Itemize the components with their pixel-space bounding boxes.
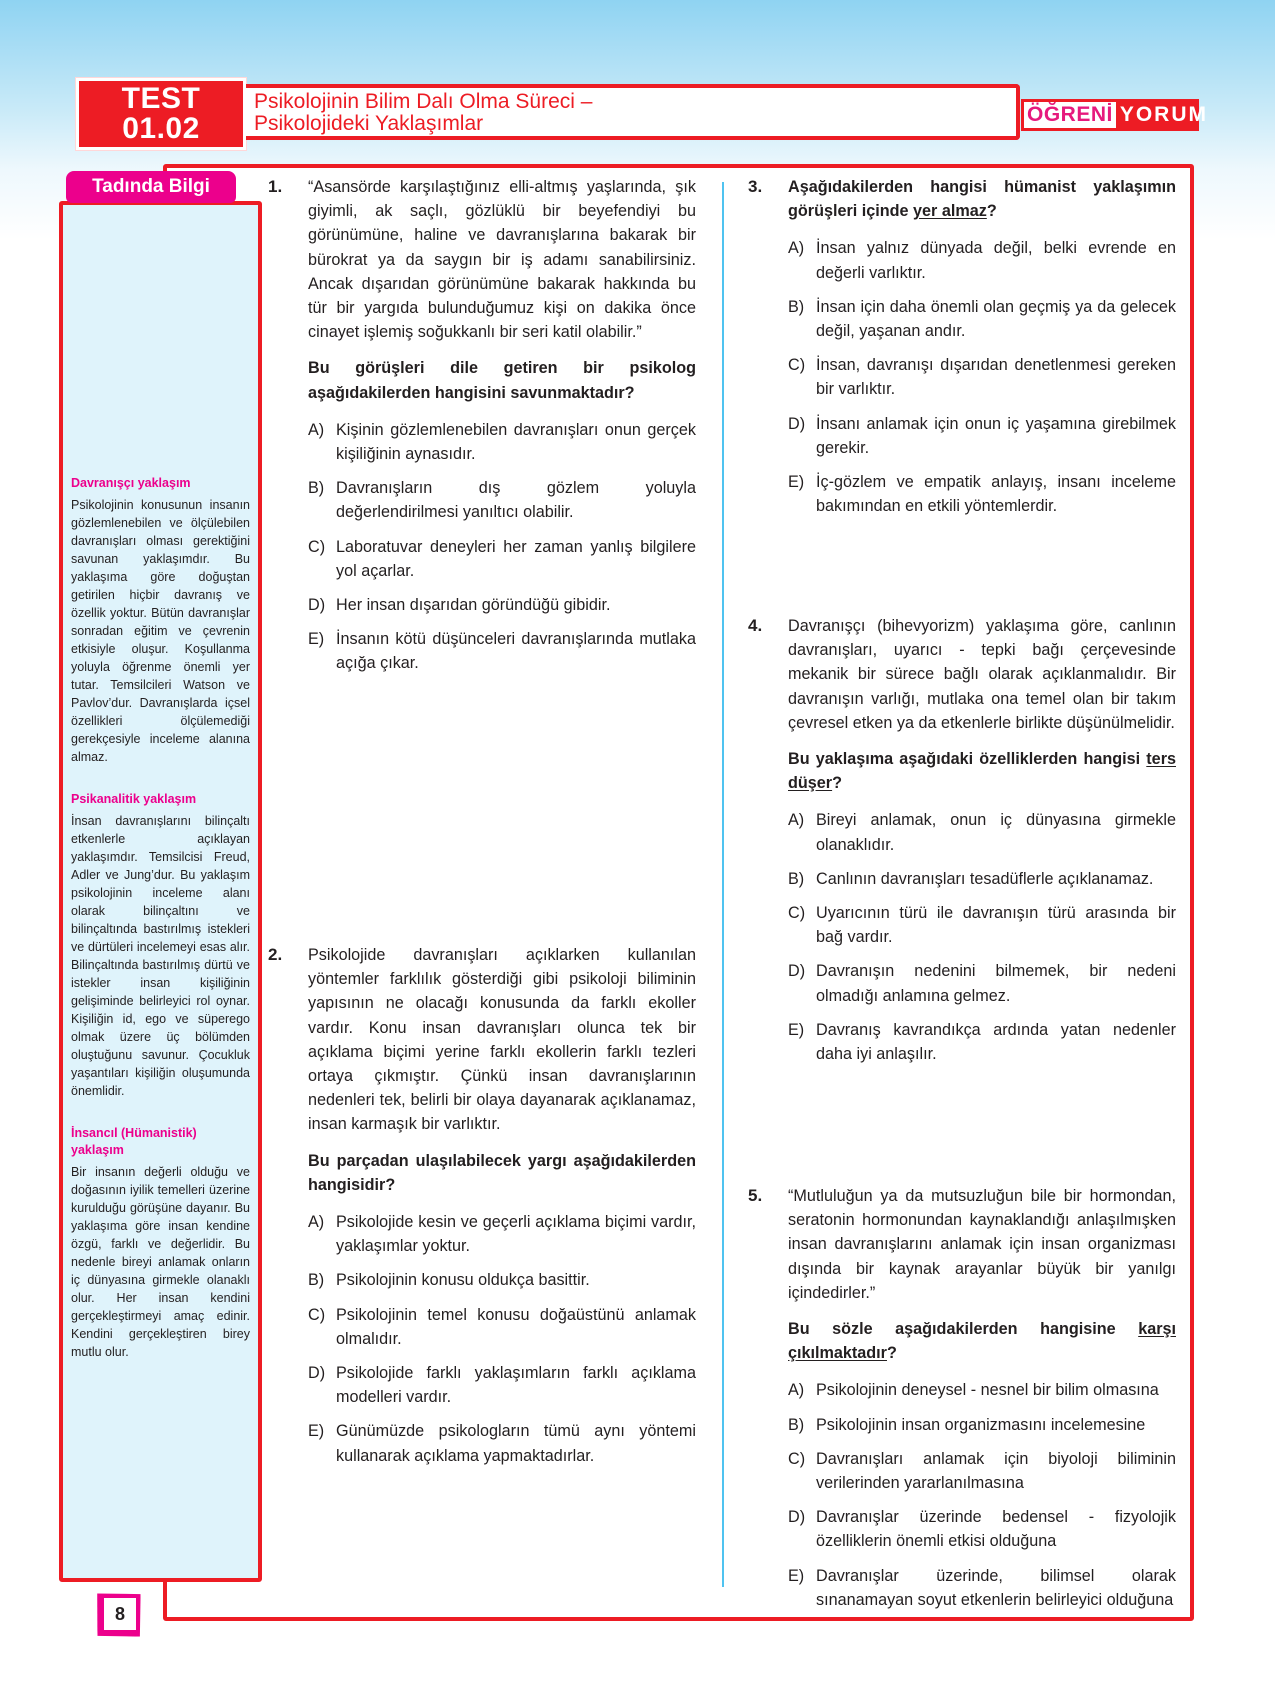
option-text: İnsan, davranışı dışarıdan denetlenmesi gereken bir varlıktır. [816,356,1176,399]
option-letter: D) [788,414,806,433]
option-letter: A) [308,1213,325,1232]
question-body [308,943,696,1468]
answer-option[interactable] [788,1564,1176,1612]
question-number: 1. [268,177,283,196]
option-letter: E) [788,1566,805,1585]
sidebar-section-heading: Psikanalitik yaklaşım [71,792,197,806]
question-prompt-emphasis: karşı çıkılmaktadır [788,1320,1176,1363]
sidebar-section-humanistic [71,1125,250,1361]
option-letter: C) [788,904,806,923]
sidebar-section-text: Psikolojinin konusunun insanın gözlemlenebilen ve ölçülebilen davranışları olması gerektiğini savunan yaklaşımdır. Bu yaklaşıma göre doğuştan getirilen hiçbir davranış ve özellik yoktur. Bütün davranışlar sonradan eğitim ve çevrenin etkisiyle oluşur. Koşullanma yoluyla öğrenme önemli yer tutar. Temsilcileri Watson ve Pavlov’dur. Davranışlarda içsel özellikleri ölçülemediği gerekçesiyle inceleme alanına almaz. [71,498,250,764]
option-text: İnsan için daha önemli olan geçmiş ya da gelecek değil, yaşanan andır. [816,297,1176,341]
page-title-box [246,84,1020,140]
sidebar-section-psychoanalytic [71,791,250,1100]
answer-option[interactable] [788,959,1176,1007]
option-text: İç-gözlem ve empatik anlayış, insanı inceleme bakımından en etkili yöntemlerdir. [816,473,1176,516]
question-2 [268,943,696,1478]
answer-option[interactable] [308,476,696,524]
option-text: Psikolojinin deneysel - nesnel bir bilim olmasına [816,1381,1159,1400]
option-letter: E) [788,1020,805,1039]
answer-option[interactable] [788,901,1176,949]
question-prompt-text: Bu yaklaşıma aşağıdaki özelliklerden hangisi [788,750,1147,769]
sidebar-section-heading: Davranışçı yaklaşım [71,476,191,490]
option-letter: E) [308,1422,325,1441]
option-text: Her insan dışarıdan göründüğü gibidir. [336,596,611,615]
question-5 [748,1184,1176,1622]
question-stem: “Asansörde karşılaştığınız elli-altmış yaşlarında, şık giyimli, ak saçlı, gözlüklü bir beyefendiyi bu görünümüne, haline ve davranışlarına bakarak bir bürokrat ya da saygın bir iş adamı sanabilirsiniz. Ancak dışarıdan görünümüne bakarak hakkında bu tür bir yargıda bulunduğumuz kişi on dakika önce cinayet işlemiş soğukkanlı bir seri katil olabilir.” [308,178,696,342]
page-title [254,91,592,135]
answer-option[interactable] [308,1419,696,1467]
option-letter: A) [788,1381,805,1400]
option-text: Davranışın nedenini bilmemek, bir nedeni olmadığı anlamına gelmez. [816,962,1176,1005]
brand-part1: ÖĞRENİ [1024,102,1116,128]
question-prompt-text: Bu sözle aşağıdakilerden hangisine [788,1320,1139,1339]
answer-options [308,1210,696,1468]
answer-option[interactable] [308,1210,696,1258]
answer-option[interactable] [788,1447,1176,1495]
option-letter: D) [788,1508,806,1527]
answer-option[interactable] [788,295,1176,343]
answer-option[interactable] [788,1413,1176,1437]
question-body [788,175,1176,518]
option-letter: C) [308,537,326,556]
question-prompt-text: Bu görüşleri dile getiren bir psikolog aşağıdakilerden hangisini savunmaktadır? [308,359,696,402]
answer-option[interactable] [308,627,696,675]
option-letter: A) [788,811,805,830]
question-stem: “Mutluluğun ya da mutsuzluğun bile bir hormondan, seratonin hormonundan kaynaklandığı anlaşılmışken insan davranışlarını anlamak için insan organizması dışında bir kaynak arayanlar büyük bir yanılgı içindedirler.” [788,1187,1176,1302]
question-number: 4. [748,616,763,635]
answer-options [788,236,1176,518]
answer-option[interactable] [788,1018,1176,1066]
option-letter: A) [308,420,325,439]
answer-options [788,808,1176,1066]
answer-option[interactable] [788,1505,1176,1553]
option-letter: E) [788,473,805,492]
answer-option[interactable] [308,1268,696,1292]
option-text: Psikolojinin insan organizmasını incelemesine [816,1415,1146,1434]
brand-part2: YORUM [1119,103,1209,126]
question-body [308,175,696,676]
question-prompt [788,175,1176,223]
answer-option[interactable] [788,867,1176,891]
option-text: Uyarıcının türü ile davranışın türü arasında bir bağ vardır. [816,904,1176,947]
option-letter: C) [308,1305,326,1324]
question-stem: Psikolojide davranışları açıklarken kullanılan yöntemler farklılık gösterdiği gibi psikoloji biliminin yapısının ne olacağı konusunda da farklı ekoller vardır. Konu insan davranışları olunca tek bir açıklama biçimi yerine farklı ekollerin farklı tezleri ortaya çıkmıştır. Çünkü insan davranışlarının nedenleri tek, belirli bir olaya dayanarak açıklanamaz, insan karmaşık bir varlıktır. [308,946,696,1134]
answer-option[interactable] [308,593,696,617]
question-number: 5. [748,1186,763,1205]
question-prompt [788,1317,1176,1365]
answer-option[interactable] [308,418,696,466]
question-body [788,614,1176,1066]
option-letter: B) [788,1415,805,1434]
answer-options [788,1378,1176,1612]
page-number: 8 [104,1598,136,1630]
option-text: İnsan yalnız dünyada değil, belki evrende en değerli varlıktır. [816,239,1176,282]
option-letter: B) [308,1271,325,1290]
option-text: Canlının davranışları tesadüflerle açıklanamaz. [816,869,1154,888]
option-text: Laboratuvar deneyleri her zaman yanlış bilgilere yol açarlar. [336,537,696,580]
question-4 [748,614,1176,1076]
page-title-line1: Psikolojinin Bilim Dalı Olma Süreci – [254,90,593,113]
option-text: İnsanın kötü düşünceleri davranışlarında mutlaka açığa çıkar. [336,630,696,673]
option-text: Davranışların dış gözlem yoluyla değerlendirilmesi yanıltıcı olabilir. [336,479,696,522]
question-prompt-emphasis: yer almaz [913,202,987,221]
answer-option[interactable] [308,535,696,583]
option-letter: B) [308,479,325,498]
question-prompt-text: Aşağıdakilerden hangisi hümanist yaklaşımın görüşleri içinde [788,178,1176,221]
answer-options [308,418,696,676]
option-text: Davranışlar üzerinde, bilimsel olarak sınanamayan soyut etkenlerin belirleyici olduğuna [816,1566,1176,1609]
option-letter: D) [308,596,326,615]
question-prompt-end: ? [986,202,997,221]
brand-logo [1021,99,1209,131]
answer-option[interactable] [788,236,1176,284]
option-text: Psikolojide farklı yaklaşımların farklı açıklama modelleri vardır. [336,1364,696,1407]
page-title-line2: Psikolojideki Yaklaşımlar [254,112,484,135]
info-sidebar [59,201,262,1582]
sidebar-tab-label: Tadında Bilgi [66,171,236,203]
option-text: Davranışları anlamak için biyoloji biliminin verilerinden yararlanılmasına [816,1449,1176,1493]
option-letter: B) [788,297,805,316]
option-text: Bireyi anlamak, onun iç dünyasına girmekle olanaklıdır. [816,811,1176,854]
sidebar-section-text: İnsan davranışlarını bilinçaltı etkenlerle açıklayan yaklaşımdır. Temsilcisi Freud, Adler ve Jung’dur. Bu yaklaşım psikolojinin inceleme alanı olarak bilinçaltını ve bilinçaltında bastırılmış istekleri ve dürtüleri incelemeyi esas alır. Bilinçaltında bastırılmış dürtü ve istekler insan kişiliğinin gelişiminde belirleyici rol oynar. Kişiliğin id, ego ve süperego olmak üzere üç bölümden oluştuğunu savunur. Çocukluk yaşantıları kişiliğin oluşumunda önemlidir. [71,814,250,1098]
option-letter: E) [308,630,325,649]
answer-option[interactable] [788,353,1176,401]
test-number: 01.02 [122,112,200,145]
sidebar-section-behaviorism [71,475,250,766]
answer-option[interactable] [788,1378,1176,1402]
question-number: 3. [748,177,763,196]
question-prompt-end: ? [886,1344,897,1363]
option-text: Psikolojinin konusu oldukça basittir. [336,1271,590,1290]
answer-option[interactable] [788,470,1176,518]
column-divider [722,182,724,1587]
answer-option[interactable] [788,808,1176,856]
question-prompt-text: Bu parçadan ulaşılabilecek yargı aşağıdakilerden hangisidir? [308,1151,696,1194]
option-letter: A) [788,239,805,258]
test-badge [76,78,246,150]
option-text: Günümüzde psikologların tümü aynı yöntemi kullanarak açıklama yapmaktadırlar. [336,1422,696,1465]
option-letter: D) [788,962,806,981]
option-letter: B) [788,869,805,888]
answer-option[interactable] [788,412,1176,460]
option-text: Davranış kavrandıkça ardında yatan nedenler daha iyi anlaşılır. [816,1020,1176,1064]
question-prompt [308,1149,696,1197]
question-3 [748,175,1176,528]
question-prompt-end: ? [832,774,842,793]
sidebar-section-heading: İnsancıl (Hümanistik) yaklaşım [71,1126,197,1157]
question-prompt-emphasis: ters düşer [788,750,1176,793]
option-text: Psikolojide kesin ve geçerli açıklama biçimi vardır, yaklaşımlar yoktur. [336,1213,696,1256]
question-stem: Davranışçı (bihevyorizm) yaklaşıma göre, canlının davranışları, uyarıcı - tepki bağı çerçevesinde mekanik bir sürece bağlı olarak açıklanmalıdır. Bir davranışın varlığı, mutlaka ona temel olan bir takım çevresel etken ya da etkenlerle birlikte düşünülmelidir. [788,617,1176,732]
question-prompt [788,747,1176,795]
option-text: Davranışlar üzerinde bedensel - fizyolojik özelliklerin önemli etkisi olduğuna [816,1508,1176,1551]
question-number: 2. [268,945,283,964]
option-letter: C) [788,356,806,375]
option-letter: D) [308,1364,326,1383]
option-text: Kişinin gözlemlenebilen davranışları onun gerçek kişiliğinin aynasıdır. [336,420,696,464]
answer-option[interactable] [308,1303,696,1351]
question-prompt [308,356,696,404]
question-1 [268,175,696,686]
option-text: Psikolojinin temel konusu doğaüstünü anlamak olmalıdır. [336,1305,696,1348]
question-body [788,1184,1176,1612]
answer-option[interactable] [308,1361,696,1409]
option-letter: C) [788,1449,806,1468]
option-text: İnsanı anlamak için onun iç yaşamına girebilmek gerekir. [816,414,1176,457]
sidebar-section-text: Bir insanın değerli olduğu ve doğasının iyilik temelleri üzerine kurulduğu görüşüne dayanır. Bu yaklaşıma göre insan kendine özgü, farklı ve değerlidir. Bu nedenle bireyi anlamak onların iç dünyasına girmekle olanaklı olur. Her insan kendini gerçekleştirmeyi amaç edinir. Kendini gerçekleştiren birey mutlu olur. [71,1165,250,1359]
test-label: TEST [121,82,201,115]
